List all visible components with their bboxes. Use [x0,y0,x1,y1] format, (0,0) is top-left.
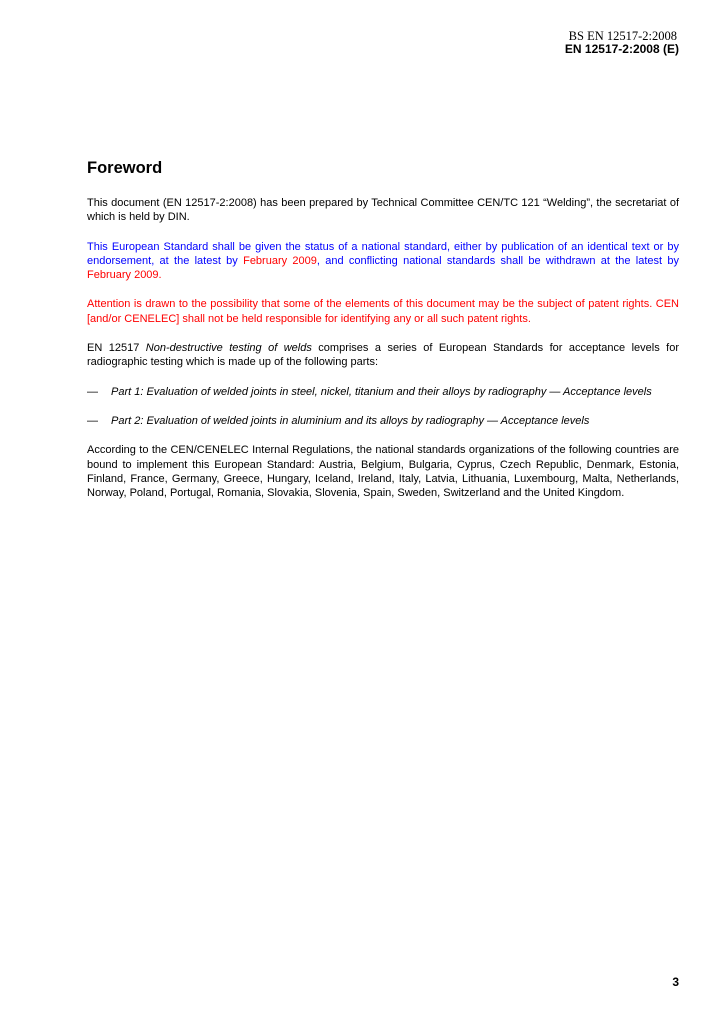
page-number: 3 [672,975,679,989]
national-status-end: . [158,269,162,282]
list-item [87,414,679,428]
national-status-text-2: , and conflicting national standards shall be withdrawn at the latest by [316,254,679,267]
page-title: Foreword [87,159,163,177]
dash-marker: — [87,385,98,398]
series-rest: comprises a series of European Standards for acceptance levels for radiographic testing which is made up of the following parts: [87,342,679,369]
date-withdrawal: February 2009 [87,269,159,282]
dash-marker: — [87,414,98,427]
paragraph-patent-notice: Attention is drawn to the possibility that some of the elements of this document may be the subject of patent rights. CEN [and/or CENELEC] shall not be held responsible for identifying any or all such patent rights. [87,298,679,325]
part-1-title: Part 1: Evaluation of welded joints in steel, nickel, titanium and their alloys by radiography — Acceptance levels [111,385,652,398]
date-publication: February 2009 [243,254,317,267]
series-lead: EN 12517 [87,342,146,355]
national-status-text-1: This European Standard shall be given the status of a national standard, either by publication of an identical text or by endorsement, at the latest by [87,240,679,267]
header-bs-reference: BS EN 12517-2:2008 [568,29,677,43]
paragraph-prepared-by: This document (EN 12517-2:2008) has been prepared by Technical Committee CEN/TC 121 “Welding”, the secretariat of which is held by DIN. [87,197,679,224]
list-item [87,385,679,399]
paragraph-national-status [87,240,679,283]
paragraph-countries: According to the CEN/CENELEC Internal Regulations, the national standards organizations of the following countries are bound to implement this European Standard: Austria, Belgium, Bulgaria, Cyprus, Czech Republic, Denmark, Estonia, Finland, France, Germany, Greece, Hungary, Iceland, Ireland, Italy, Latvia, Lithuania, Luxembourg, Malta, Netherlands, Norway, Poland, Portugal, Romania, Slovakia, Slovenia, Spain, Sweden, Switzerland and the United Kingdom. [87,444,679,500]
paragraph-series [87,341,679,370]
header-en-reference: EN 12517-2:2008 (E) [564,42,679,56]
part-2-title: Part 2: Evaluation of welded joints in aluminium and its alloys by radiography — Acceptance levels [111,414,590,427]
series-title: Non-destructive testing of welds [145,342,312,355]
document-body [87,158,679,515]
